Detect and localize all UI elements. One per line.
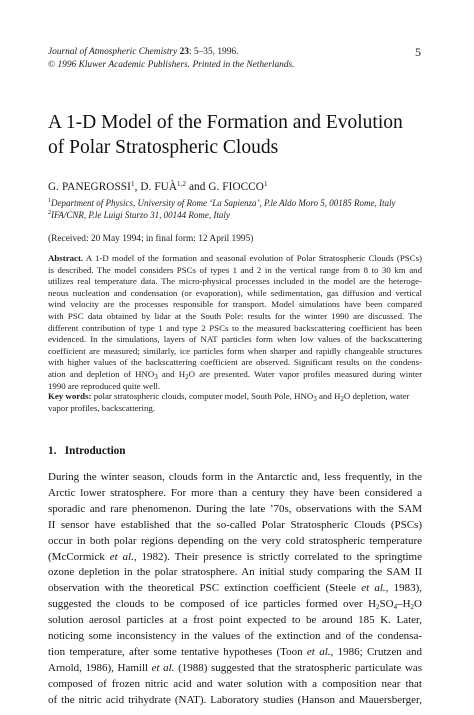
journal-volume: 23 — [179, 47, 189, 57]
copyright-text: 1996 Kluwer Academic Publishers. Printed in the Netherlands. — [55, 59, 295, 70]
abstract-line: 1990 are reproduced quite well. — [48, 380, 161, 391]
keywords — [48, 391, 422, 414]
body-text: , 1986; Crutzen and — [330, 645, 422, 658]
body-line: composed of frozen nitric acid and water solution with a composition near that — [48, 677, 422, 690]
abstract-text: O are presented. Water vapor profiles measured during winter — [188, 368, 422, 379]
author-affiliation-marker: 1 — [263, 180, 268, 188]
abstract-text: and H — [157, 368, 186, 379]
title-line-1: A 1-D Model of the Formation and Evolution — [48, 112, 403, 133]
body-line: II sensor have established that the so-called Polar Stratospheric Clouds (PSCs) — [48, 518, 422, 531]
author-name: , D. FUÀ — [134, 181, 178, 193]
keywords-line: vapor profiles, backscattering. — [48, 402, 156, 413]
body-text-italic: et al. — [361, 582, 386, 595]
abstract-line: with higher values of the backscattering coefficient are observed. Significant results on the condens- — [48, 357, 422, 368]
body-line — [48, 550, 422, 566]
body-line — [48, 581, 422, 597]
section-heading — [48, 444, 348, 458]
author-affiliation-marker: 1 — [130, 180, 135, 188]
subscript: 2 — [340, 395, 344, 403]
author-affiliation-marker: 1,2 — [177, 180, 187, 188]
keywords-line — [48, 391, 422, 403]
abstract-line — [48, 253, 422, 265]
abstract-text: ation and depletion of HNO — [48, 368, 155, 379]
body-text: tion temperature, after some tentative hypotheses (Toon — [48, 645, 307, 658]
abstract-label: Abstract. — [48, 253, 84, 263]
body-text: , 1982). Their presence is strictly correlated to the springtime — [133, 550, 422, 563]
body-text: O — [414, 598, 422, 611]
body-text: SO — [379, 598, 394, 611]
abstract-line: utilizes real temperature data. The micro-physical processes included in the model are the heteroge- — [48, 276, 422, 287]
author-list — [48, 180, 448, 194]
author-name: G. PANEGROSSI — [48, 181, 131, 193]
affiliation-marker: 1 — [48, 198, 51, 204]
body-text-italic: et al. — [151, 661, 175, 674]
copyright-symbol: © — [48, 59, 56, 70]
subscript: 2 — [185, 372, 189, 381]
subscript: 2 — [410, 603, 415, 612]
body-line: ozone depletion in the polar stratosphere. An initial study comparing the SAM II — [48, 566, 422, 579]
affiliations — [48, 198, 448, 221]
body-line: During the winter season, clouds form in the Antarctic and, less frequently, in the — [48, 471, 422, 483]
body-line: solution aerosol particles at a frost point expected to be around 185 K. Later, — [48, 614, 422, 627]
subscript: 2 — [376, 603, 380, 612]
section-number: 1. — [48, 445, 57, 457]
abstract-line: evidenced. In the simulations, layers of NAT particles form when low values of the backscattering — [48, 334, 422, 345]
body-text: (1988) suggested that the stratospheric particulate was — [174, 661, 422, 674]
keywords-text: polar stratospheric clouds, computer model, South Pole, HNO — [91, 391, 314, 401]
page-number: 5 — [415, 45, 421, 59]
keywords-text: and H — [316, 391, 341, 401]
affiliation-item — [48, 198, 448, 210]
introduction-body — [48, 470, 422, 709]
body-line: sporadic and rare phenomenon. During the late ’70s, observations with the SAM — [48, 502, 422, 515]
subscript: 4 — [393, 603, 398, 612]
abstract-line: wind velocity are the processes responsible for transport. Model simulations have been compared — [48, 299, 422, 310]
title-line-2: of Polar Stratospheric Clouds — [48, 137, 279, 158]
body-text: , 1983), — [385, 582, 422, 595]
body-text-italic: et al. — [306, 645, 331, 658]
body-line: occur in both polar regions depending on the very cold stratospheric temperature — [48, 534, 422, 547]
body-text: –H — [397, 598, 411, 611]
abstract-line: neous nucleation and condensation (or evaporation), while sedimentation, gas diffusion and vertical — [48, 287, 422, 298]
body-text-italic: et al. — [109, 550, 134, 563]
article-title — [48, 110, 448, 160]
author-name: and G. FIOCCO — [186, 181, 264, 193]
journal-name: Journal of Atmospheric Chemistry — [48, 47, 178, 57]
body-text: observation with the theoretical PSC extinction coefficient (Steele — [48, 582, 362, 595]
section-title: Introduction — [64, 445, 126, 457]
abstract — [48, 253, 422, 392]
body-line — [48, 661, 422, 677]
subscript: 3 — [313, 395, 317, 403]
journal-citation — [48, 46, 378, 71]
affiliation-text: Department of Physics, University of Rome ‘La Sapienza’, P.le Aldo Moro 5, 00185 Rome, Italy — [51, 198, 396, 208]
keywords-label: Key words: — [48, 391, 92, 401]
abstract-line: different contribution of type 1 and type 2 PSCs to the measured backscattering coefficient has been — [48, 322, 422, 333]
abstract-line — [48, 369, 422, 381]
body-text: Arnold, 1986), Hamill — [48, 661, 152, 674]
abstract-line: with PSC data obtained by lidar at the South Pole: results for the winter 1990 are discussed. The — [48, 310, 422, 321]
subscript: 3 — [154, 372, 158, 381]
body-line — [48, 597, 422, 613]
abstract-line: is described. The model considers PSCs of types 1 and 2 in the vertical range from 8 to 30 km and — [48, 264, 422, 275]
affiliation-text: IFA/CNR, P.le Luigi Sturzo 31, 00144 Rome, Italy — [51, 209, 230, 220]
body-line: noticing some inconsistency in the values of the extinction and of the condensa- — [48, 630, 422, 643]
journal-pages: : 5–35, 1996. — [188, 47, 239, 57]
body-text: (McCormick — [48, 550, 110, 563]
body-text: suggested the clouds to be composed of ice particles formed over H — [48, 598, 377, 611]
abstract-line: coefficient are measured; similarly, ice particles form when sharper and rapidly changeable structures — [48, 345, 422, 356]
affiliation-item — [48, 210, 448, 222]
body-line — [48, 645, 422, 661]
keywords-text: O depletion, water — [343, 391, 410, 401]
abstract-text: A 1-D model of the formation and seasonal evolution of Polar Stratospheric Clouds (PSCs) — [83, 253, 422, 263]
body-line: Arctic lower stratosphere. For more than a century they have been considered a — [48, 486, 422, 499]
received-dates: (Received: 20 May 1994; in final form: 12 April 1995) — [48, 234, 254, 244]
body-line: of the nitric acid trihydrate (NAT). Laboratory studies (Hanson and Mauersberger, — [48, 693, 422, 706]
affiliation-marker: 2 — [48, 209, 51, 216]
